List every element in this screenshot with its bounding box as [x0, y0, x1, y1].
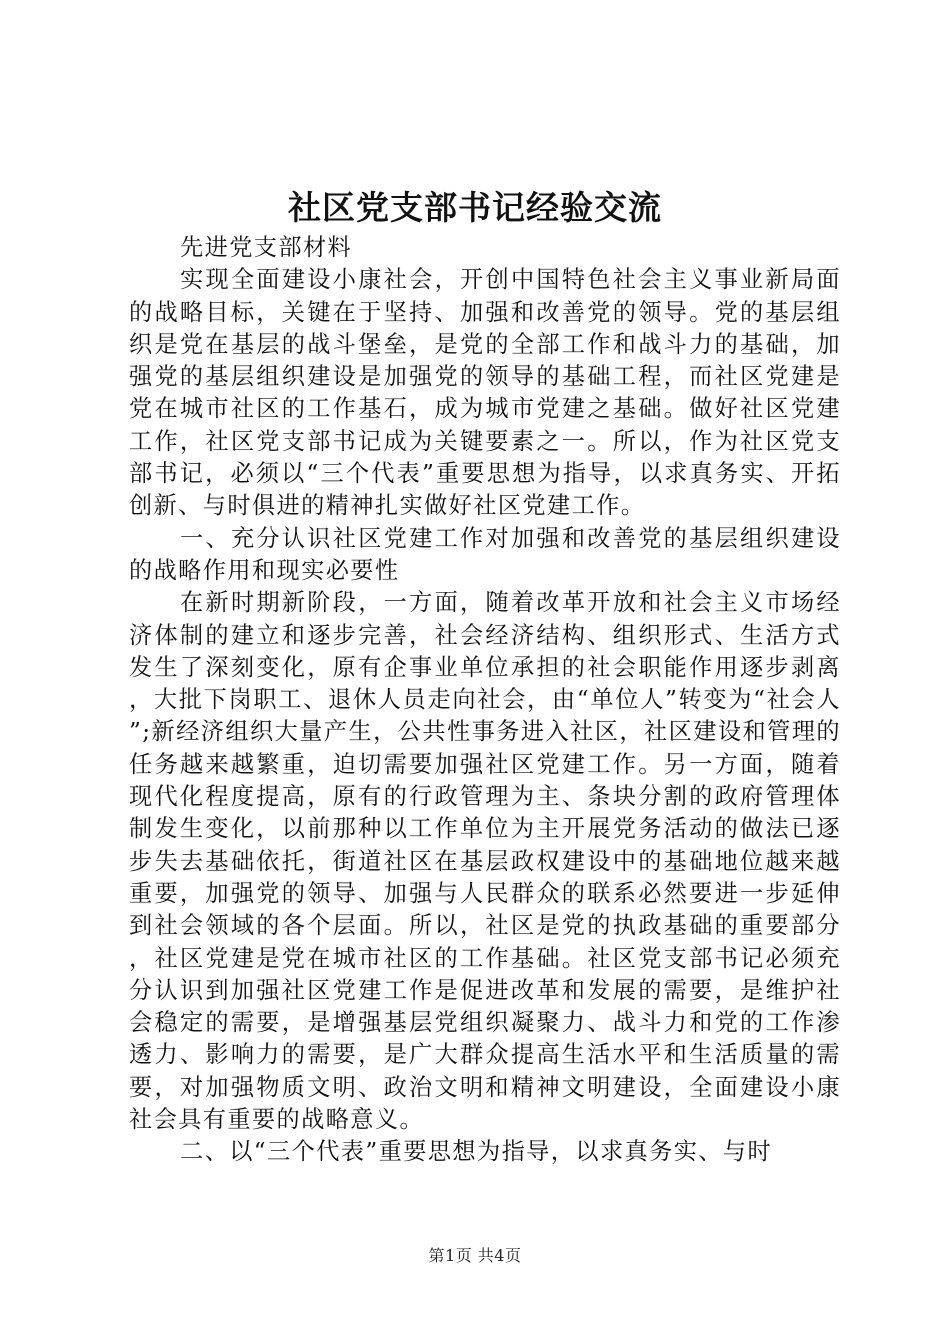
- section-heading-1: 一、充分认识社区党建工作对加强和改善党的基层组织建设的战略作用和现实必要性: [129, 524, 841, 584]
- paragraph-opening: 实现全面建设小康社会，开创中国特色社会主义事业新局面的战略目标，关键在于坚持、加强和改善党的领导。党的基层组织是党在基层的战斗堡垒，是党的全部工作和战斗力的基础，加强党的基层组织建设是加强党的领导的基础工程，而社区党建是党在城市社区的工作基石，成为城市党建之基础。做好社区党建工作，社区党支部书记成为关键要素之一。所以，作为社区党支部书记，必须以“三个代表”重要思想为指导，以求真务实、开拓创新、与时俱进的精神扎实做好社区党建工作。: [129, 266, 841, 520]
- paragraph-section-1: 在新时期新阶段，一方面，随着改革开放和社会主义市场经济体制的建立和逐步完善，社会经济结构、组织形式、生活方式发生了深刻变化，原有企事业单位承担的社会职能作用逐步剥离，大批下岗职工、退休人员走向社会，由“单位人”转变为“社会人”;新经济组织大量产生，公共性事务进入社区，社区建设和管理的任务越来越繁重，迫切需要加强社区党建工作。另一方面，随着现代化程度提高，原有的行政管理为主、条块分割的政府管理体制发生变化，以前那种以工作单位为主开展党务活动的做法已逐步失去基础依托，街道社区在基层政权建设中的基础地位越来越重要，加强党的领导、加强与人民群众的联系必然要进一步延伸到社会领域的各个层面。所以，社区是党的执政基础的重要部分，社区党建是党在城市社区的工作基础。社区党支部书记必须充分认识到加强社区党建工作是促进改革和发展的需要，是维护社会稳定的需要，是增强基层党组织凝聚力、战斗力和党的工作渗透力、影响力的需要，是广大群众提高生活水平和生活质量的需要，对加强物质文明、政治文明和精神文明建设，全面建设小康社会具有重要的战略意义。: [129, 589, 841, 1134]
- paragraph-intro-label: 先进党支部材料: [180, 234, 353, 261]
- document-title: 社区党支部书记经验交流: [288, 188, 662, 227]
- section-heading-2: 二、以“三个代表”重要思想为指导，以求真务实、与时: [180, 1138, 773, 1166]
- document-body: [129, 232, 841, 1169]
- page-number-footer: 第1页 共4页: [428, 1246, 522, 1265]
